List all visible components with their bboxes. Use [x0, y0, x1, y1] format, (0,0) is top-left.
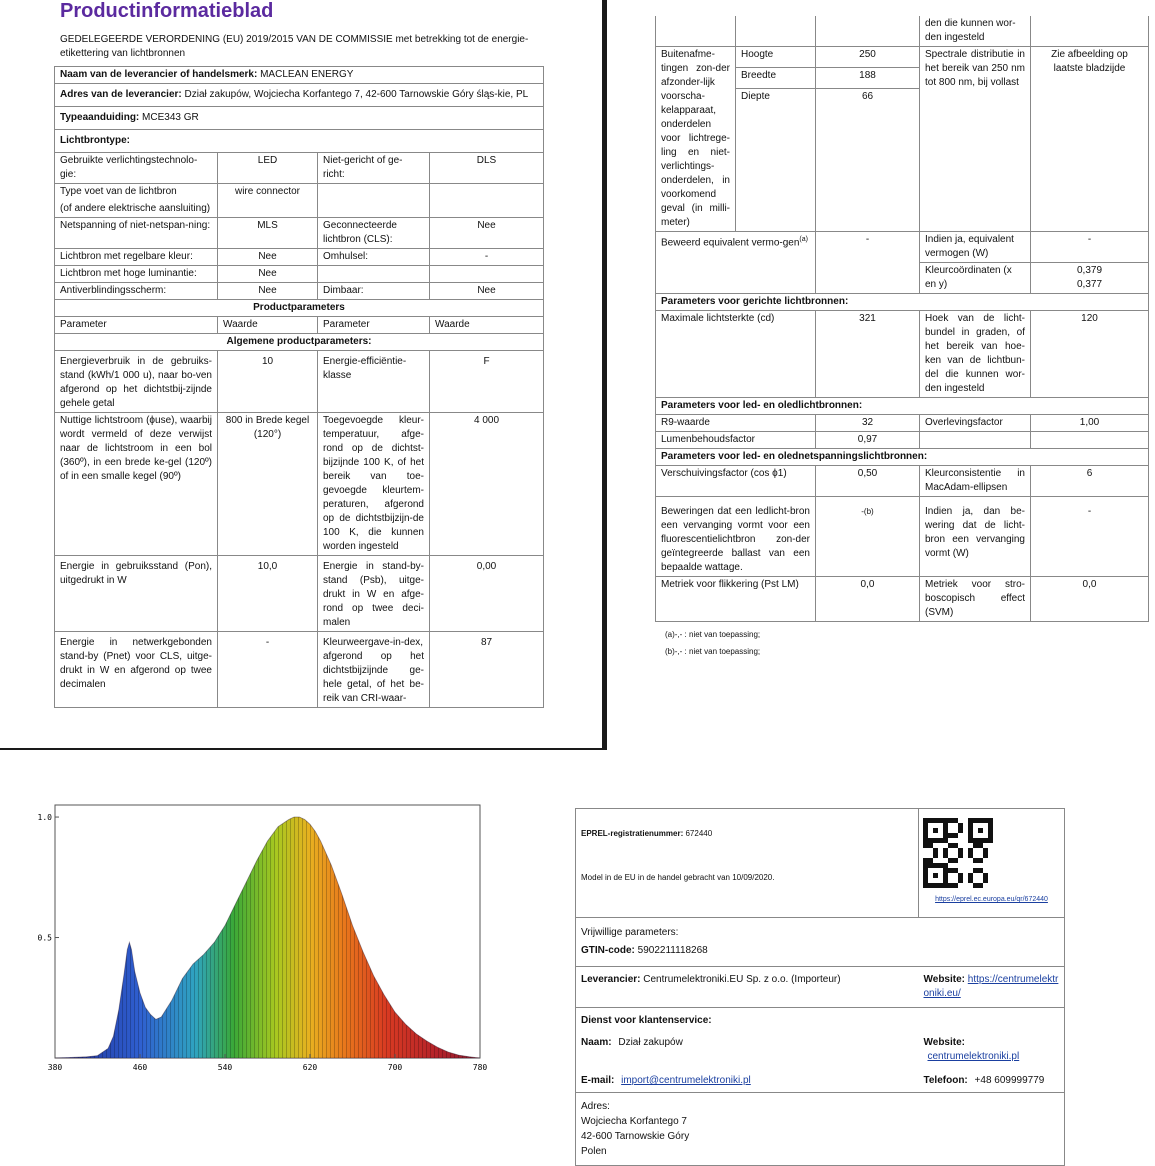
website-link[interactable]: https://centrumelektroniki.eu/ [923, 974, 1059, 999]
address-line-2: 42-600 Tarnowskie Góry [581, 1131, 690, 1142]
gtin-value: 5902211118268 [637, 945, 708, 956]
cct-value: 4 000 [430, 413, 544, 556]
table-row [55, 266, 544, 283]
table-row [576, 918, 1065, 967]
flux-label: Nuttige lichtstroom (ϕuse), waarbij wordt vermeld of deze verwijst naar de lichtstroom in een bol (360º), in een brede ke-gel (120º) of in een smalle kegel (90º) [55, 413, 218, 556]
footnote-a-ref: (a) [799, 236, 808, 243]
x-tick-label: 540 [217, 1063, 233, 1072]
footnote-a: (a)-,- : niet van toepassing; [665, 630, 761, 639]
colour-consistency-label: Kleurconsistentie in MacAdam-ellipsen [920, 466, 1031, 497]
y-tick-label: 0.5 [37, 933, 52, 943]
peak-intensity-label: Maximale lichtsterkte (cd) [656, 311, 816, 398]
cls-value: Nee [430, 218, 544, 249]
ndir-value: DLS [430, 153, 544, 184]
flux-value: 800 in Brede kegel (120°) [218, 413, 318, 556]
table-row [656, 47, 1149, 68]
cap-label-note: (of andere elektrische aansluiting) [60, 203, 211, 214]
qr-module [988, 883, 993, 888]
height-value: 250 [816, 47, 920, 68]
tunable-label: Lichtbron met regelbare kleur: [55, 249, 218, 266]
table-row [656, 415, 1149, 432]
name-value: Dział zakupów [618, 1037, 683, 1048]
table-row [656, 16, 1149, 47]
table-row [576, 1068, 1065, 1093]
lumen-maintenance-value: 0,97 [816, 432, 920, 449]
x-tick-label: 620 [302, 1063, 318, 1072]
lumen-maintenance-label: Lumenbehoudsfactor [656, 432, 816, 449]
cap-value: wire connector [218, 184, 318, 218]
tech-value: LED [218, 153, 318, 184]
name-label: Naam: [581, 1037, 612, 1048]
tech-label: Gebruikte verlichtingstechnolo-gie: [55, 153, 218, 184]
anti-glare-label: Antiverblindingsscherm: [55, 283, 218, 300]
displacement-label: Verschuivingsfactor (cos ϕ1) [656, 466, 816, 497]
col-header-value: Waarde [218, 317, 318, 334]
cct-label: Toegevoegde kleur-temperatuur, afge-rond op de dichtst-bijzijnde 100 K, of het bereik van toe-gevoegde kleurtem-peraturen, afgerond op de dichtstbijzijn-de 100 K, die kunnen worden ingesteld [318, 413, 430, 556]
spectral-chart [6, 775, 496, 1085]
svm-label: Metriek voor stro-boscopisch effect (SVM) [920, 577, 1031, 622]
table-row [576, 1030, 1065, 1068]
displacement-value: 0,50 [816, 466, 920, 497]
colour-consistency-value: 6 [1031, 466, 1149, 497]
envelope-label: Omhulsel: [318, 249, 430, 266]
spectral-value: Zie afbeelding op laatste bladzijde [1031, 47, 1149, 232]
mains-label: Netspanning of niet-netspan-ning: [55, 218, 218, 249]
ifyes-replacement-value: - [1031, 497, 1149, 577]
address-label-2: Adres: [581, 1101, 610, 1112]
cri-label: Kleurweergave-in-dex, afgerond op het dichtstbijzijnde ge-hele getal, of het be-reik van CRI-waar- [318, 632, 430, 708]
y-tick-label: 1.0 [37, 813, 52, 823]
ifyes-replacement-label: Indien ja, dan be-wering dat de licht-bron een vervanging vormt (W) [920, 497, 1031, 577]
dimmable-value: Nee [430, 283, 544, 300]
table-row [576, 1093, 1065, 1166]
table-row [55, 351, 544, 413]
product-info-sheet-page2 [655, 0, 1155, 660]
mains-value: MLS [218, 218, 318, 249]
supplier-row [55, 67, 544, 84]
width-label: Breedte [736, 68, 816, 89]
flicker-value: 0,0 [816, 577, 920, 622]
tunable-value: Nee [218, 249, 318, 266]
x-tick-label: 700 [387, 1063, 403, 1072]
eprel-table [575, 808, 1065, 1166]
product-table [54, 66, 544, 708]
col-header-value-2: Waarde [430, 317, 544, 334]
table-row [55, 218, 544, 249]
x-tick-label: 780 [472, 1063, 488, 1072]
table-row [656, 432, 1149, 449]
peak-intensity-value: 321 [816, 311, 920, 398]
psb-value: 0,00 [430, 556, 544, 632]
spectrum-stripes [55, 817, 480, 1058]
col-header-parameter: Parameter [55, 317, 218, 334]
website2-link[interactable]: centrumelektroniki.pl [927, 1051, 1020, 1062]
envelope-value: - [430, 249, 544, 266]
chromaticity-x: 0,379 [1076, 265, 1103, 276]
lightsource-type-row [55, 130, 544, 153]
footnotes [665, 626, 1155, 660]
led-mains-header: Parameters voor led- en olednetspanningslichtbronnen: [656, 449, 1149, 466]
table-row [656, 311, 1149, 398]
table-row [55, 283, 544, 300]
regulation-text: GEDELEGEERDE VERORDENING (EU) 2019/2015 VAN DE COMMISSIE met betrekking tot de energie-etikettering van lichtbronnen [60, 34, 529, 59]
survival-value: 1,00 [1031, 415, 1149, 432]
claims-value: -(b) [816, 497, 920, 577]
dimensions-label: Buitenafme-tingen zon-der afzonder-lijk voorscha-kelapparaat, onderdelen voor lichtrege-ling en niet-verlichtings-onderdelen, in voorkomend geval (in milli-meter) [656, 47, 736, 232]
footnote-b: (b)-,- : niet van toepassing; [665, 647, 761, 656]
email-label: E-mail: [581, 1075, 615, 1086]
chromaticity-y: 0,377 [1076, 279, 1103, 290]
r9-label: R9-waarde [656, 415, 816, 432]
lightsource-type-label: Lichtbrontype: [55, 130, 544, 153]
pnet-label: Energie in netwerkgebonden stand-by (Pnet) voor CLS, uitge-drukt in W en afgerond op twee decimalen [55, 632, 218, 708]
model-label: Typeaanduiding: [60, 112, 140, 123]
svm-value: 0,0 [1031, 577, 1149, 622]
r9-value: 32 [816, 415, 920, 432]
supplier-label-2: Leverancier: [581, 974, 641, 985]
energy-value: 10 [218, 351, 318, 413]
product-params-header: Productparameters [55, 300, 544, 317]
address-line-3: Polen [581, 1146, 607, 1157]
height-label: Hoogte [736, 47, 816, 68]
width-value: 188 [816, 68, 920, 89]
energy-class-value: F [430, 351, 544, 413]
pon-value: 10,0 [218, 556, 318, 632]
ifyes-equivalent-label: Indien ja, equivalent vermogen (W) [920, 232, 1031, 263]
address-value: Dział zakupów, Wojciecha Korfantego 7, 42-600 Tarnowskie Góry śląs-kie, PL [184, 89, 529, 100]
ndir-label: Niet-gericht of ge-richt: [318, 153, 430, 184]
supplier-value: MACLEAN ENERGY [260, 69, 354, 80]
website-label: Website: [923, 974, 965, 985]
placed-on-market: Model in de EU in de handel gebracht van 10/09/2020. [581, 873, 775, 882]
table-row [55, 249, 544, 266]
table-row [55, 184, 544, 218]
spectrum-area [55, 817, 480, 1058]
section-header [656, 449, 1149, 466]
spectral-chart-svg [6, 775, 496, 1085]
spectral-label: Spectrale distributie in het bereik van 250 nm tot 800 nm, bij vollast [920, 47, 1031, 232]
survival-label: Overlevingsfactor [920, 415, 1031, 432]
beam-angle-value: 120 [1031, 311, 1149, 398]
beam-continuation: den die kunnen wor-den ingesteld [920, 16, 1031, 47]
directional-header: Parameters voor gerichte lichtbronnen: [656, 294, 1149, 311]
address-row [55, 84, 544, 107]
customer-service-header: Dienst voor klantenservice: [576, 1008, 1065, 1031]
equivalent-power-label: Beweerd equivalent vermo-gen [661, 237, 800, 249]
address-line-1: Wojciecha Korfantego 7 [581, 1116, 687, 1127]
table-row [55, 413, 544, 556]
voluntary-header: Vrijwillige parameters: [581, 927, 679, 938]
column-header-row [55, 317, 544, 334]
ifyes-equivalent-value: - [1031, 232, 1149, 263]
qr-code-icon[interactable] [923, 818, 1060, 888]
psb-label: Energie in stand-by-stand (Psb), uitge-drukt in W en afge-rond op twee deci-malen [318, 556, 430, 632]
eprel-reg-value: 672440 [685, 829, 713, 838]
table-row [55, 556, 544, 632]
section-header [55, 334, 544, 351]
eprel-reg-label: EPREL-registratienummer: [581, 829, 684, 838]
table-row [656, 577, 1149, 622]
cls-label: Geconnecteerde lichtbron (CLS): [318, 218, 430, 249]
col-header-parameter-2: Parameter [318, 317, 430, 334]
pon-label: Energie in gebruiksstand (Pon), uitgedrukt in W [55, 556, 218, 632]
table-row [55, 632, 544, 708]
energy-label: Energieverbruik in de gebruiks-stand (kWh/1 000 u), naar bo-ven afgerond op het dichtstbij-zijnde gehele getal [55, 351, 218, 413]
phone-value: +48 609999779 [974, 1075, 1045, 1086]
website2-label: Website: [923, 1037, 965, 1048]
product-table-continued [655, 16, 1149, 622]
chromaticity-label: Kleurcoördinaten (x en y) [920, 263, 1031, 294]
equivalent-power-value: - [816, 232, 920, 294]
x-tick-label: 380 [47, 1063, 63, 1072]
model-value: MCE343 GR [142, 112, 199, 123]
depth-value: 66 [816, 89, 920, 232]
phone-label: Telefoon: [923, 1075, 968, 1086]
led-header: Parameters voor led- en oledlichtbronnen: [656, 398, 1149, 415]
pnet-value: - [218, 632, 318, 708]
general-params-header: Algemene productparameters: [55, 334, 544, 351]
table-row [656, 497, 1149, 577]
cap-label: Type voet van de lichtbron [60, 186, 177, 197]
product-info-sheet-page1 [0, 0, 607, 750]
high-lum-label: Lichtbron met hoge luminantie: [55, 266, 218, 283]
beam-angle-label: Hoek van de licht-bundel in graden, of het bereik van hoe-ken van de lichtbun-del die kunnen wor-den ingesteld [920, 311, 1031, 398]
model-row [55, 107, 544, 130]
email-link[interactable]: import@centrumelektroniki.pl [621, 1075, 751, 1086]
energy-class-label: Energie-efficiëntie-klasse [318, 351, 430, 413]
supplier-label: Naam van de leverancier of handelsmerk: [60, 69, 258, 80]
x-tick-label: 460 [132, 1063, 148, 1072]
section-header [656, 294, 1149, 311]
flicker-label: Metriek voor flikkering (Pst LM) [656, 577, 816, 622]
high-lum-value: Nee [218, 266, 318, 283]
section-header [656, 398, 1149, 415]
table-row [576, 1008, 1065, 1031]
table-row [656, 466, 1149, 497]
eprel-panel [575, 808, 1065, 1157]
cri-value: 87 [430, 632, 544, 708]
sheet-title: Productinformatieblad [60, 0, 274, 22]
qr-link[interactable]: https://eprel.ec.europa.eu/qr/672440 [935, 896, 1048, 903]
anti-glare-value: Nee [218, 283, 318, 300]
dimmable-label: Dimbaar: [318, 283, 430, 300]
table-row [55, 153, 544, 184]
supplier-value-2: Centrumelektroniki.EU Sp. z o.o. (Importeur) [643, 974, 841, 985]
table-row [576, 809, 1065, 918]
section-header [55, 300, 544, 317]
address-label: Adres van de leverancier: [60, 89, 182, 100]
claims-label: Beweringen dat een ledlicht-bron een vervanging vormt voor een fluorescentielichtbron zon-der geïntegreerde ballast van een bepaalde wattage. [656, 497, 816, 577]
table-row [576, 967, 1065, 1008]
depth-label: Diepte [736, 89, 816, 232]
table-row [656, 232, 1149, 263]
gtin-label: GTIN-code: [581, 945, 635, 956]
